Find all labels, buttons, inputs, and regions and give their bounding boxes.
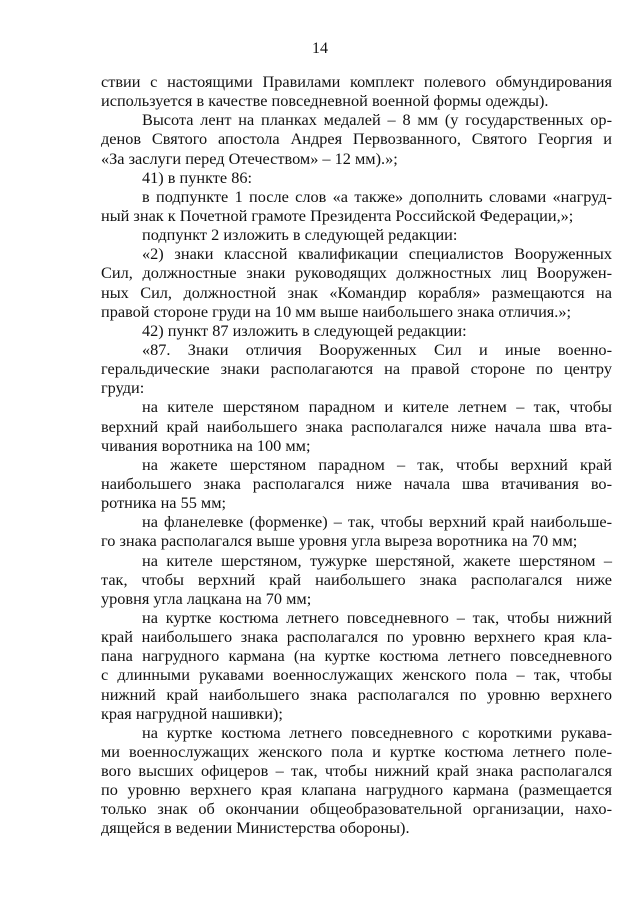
text-line: вого высших офицеров – так, чтобы нижний край знака располагался [101, 761, 612, 781]
text-line: по уровню верхнего края клапана нагрудного кармана (размещается [101, 780, 612, 800]
text-line: используется в качестве повседневной военной формы одежды). [101, 91, 549, 111]
text-line: на куртке костюма летнего повседневного с короткими рукава- [142, 722, 612, 742]
text-line: края нагрудной нашивки); [101, 703, 283, 723]
text-line: на жакете шерстяном парадном – так, чтобы верхний край [142, 454, 612, 474]
text-line: только знак об окончании общеобразовательной организации, нахо- [101, 799, 612, 819]
text-line: ствии с настоящими Правилами комплект полевого обмундирования [101, 72, 612, 91]
text-line: нижний край наибольшего знака располагался по уровню верхнего [101, 684, 612, 704]
text-line: край наибольшего знака располагался по уровню верхнего края кла- [101, 627, 612, 647]
text-line: 42) пункт 87 изложить в следующей редакции: [142, 320, 467, 340]
text-line: чивания воротника на 100 мм; [101, 435, 311, 455]
text-line: с длинными рукавами военнослужащих женского пола – так, чтобы [101, 665, 612, 685]
text-line: «87. Знаки отличия Вооруженных Сил и иные военно- [142, 339, 612, 359]
text-line: «За заслуги перед Отечеством» – 12 мм).»; [101, 148, 398, 168]
text-line: Сил, должностные знаки руководящих должностных лиц Вооружен- [101, 263, 612, 283]
text-line: уровня угла лацкана на 70 мм; [101, 588, 312, 608]
text-line: ных Сил, должностной знак «Командир корабля» размещаются на [101, 282, 612, 302]
text-line: ми военнослужащих женского пола и куртке костюма летнего поле- [101, 741, 612, 761]
text-line: на фланелевке (форменке) – так, чтобы верхний край наибольше- [142, 512, 612, 532]
text-line: верхний край наибольшего знака располагался ниже начала шва вта- [101, 416, 612, 436]
document-body [101, 72, 612, 838]
text-line: наибольшего знака располагался ниже начала шва втачивания во- [101, 473, 612, 493]
text-line: денов Святого апостола Андрея Первозванного, Святого Георгия и [101, 129, 612, 149]
text-line: правой стороне груди на 10 мм выше наибольшего знака отличия.»; [101, 301, 572, 321]
text-line: геральдические знаки располагаются на правой стороне по центру [101, 359, 612, 379]
text-line: в подпункте 1 после слов «а также» дополнить словами «нагруд- [142, 186, 612, 206]
text-line: 41) в пункте 86: [142, 167, 253, 187]
text-line: подпункт 2 изложить в следующей редакции: [142, 225, 458, 245]
text-line: груди: [101, 378, 145, 398]
text-line: ротника на 55 мм; [101, 493, 227, 513]
text-line: Высота лент на планках медалей – 8 мм (у государственных ор- [142, 110, 612, 130]
text-line: на кителе шерстяном парадном и кителе летнем – так, чтобы [142, 397, 612, 417]
text-line: на кителе шерстяном, тужурке шерстяной, жакете шерстяном – [142, 550, 612, 570]
text-line: ный знак к Почетной грамоте Президента Российской Федерации,»; [101, 205, 574, 225]
text-line: го знака располагался выше уровня угла выреза воротника на 70 мм; [101, 531, 578, 551]
text-line: дящейся в ведении Министерства обороны). [101, 818, 410, 838]
page-number: 14 [312, 40, 328, 57]
text-line: на куртке костюма летнего повседневного – так, чтобы нижний [142, 607, 612, 627]
text-line: «2) знаки классной квалификации специалистов Вооруженных [142, 244, 612, 264]
text-line: пана нагрудного кармана (на куртке костюма летнего повседневного [101, 646, 612, 666]
text-line: так, чтобы верхний край наибольшего знака располагался ниже [101, 569, 612, 589]
